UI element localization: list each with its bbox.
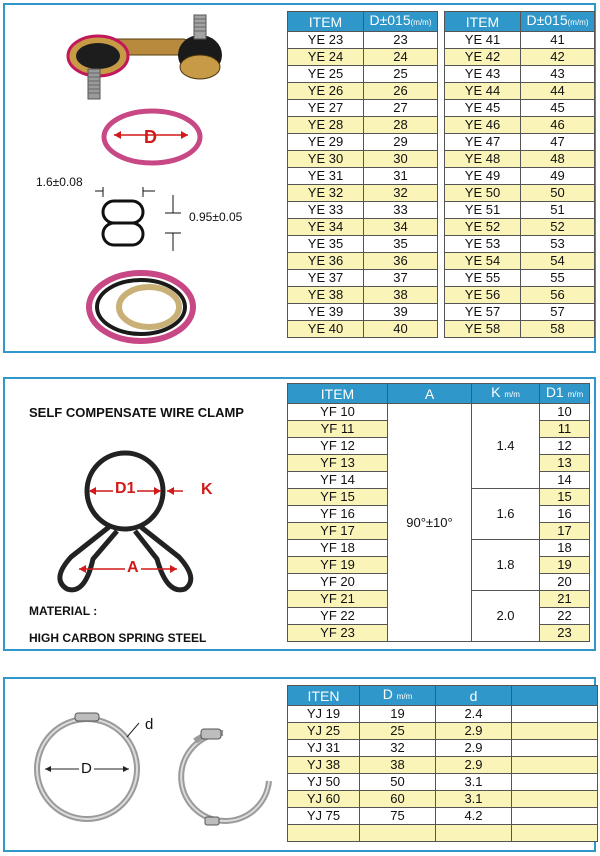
table-row <box>445 321 595 338</box>
diameter-cell: 35 <box>364 236 438 253</box>
diameter-cell: 45 <box>521 100 595 117</box>
d1-cell: 14 <box>540 472 590 489</box>
diameter-cell: 39 <box>364 304 438 321</box>
table-row <box>445 100 595 117</box>
yf-header-k: K m/m <box>472 384 540 404</box>
yf-panel <box>3 377 596 651</box>
k-group-cell: 1.6 <box>472 489 540 540</box>
item-code-cell: YE 45 <box>445 100 521 117</box>
wire-diameter-cell: 2.4 <box>436 706 512 723</box>
item-code-cell: YE 58 <box>445 321 521 338</box>
table-row <box>288 83 438 100</box>
item-code-cell: YE 30 <box>288 151 364 168</box>
diameter-cell: 27 <box>364 100 438 117</box>
d1-cell: 20 <box>540 574 590 591</box>
d1-cell: 11 <box>540 421 590 438</box>
table-row <box>445 219 595 236</box>
table-row <box>288 32 438 49</box>
item-code-cell: YF 23 <box>288 625 388 642</box>
table-row <box>288 304 438 321</box>
item-code-cell: YE 28 <box>288 117 364 134</box>
diameter-cell: 55 <box>521 270 595 287</box>
item-code-cell: YE 50 <box>445 185 521 202</box>
yf-table <box>287 383 590 642</box>
item-code-cell: YE 26 <box>288 83 364 100</box>
ye-right-header-d: D±015(m/m) <box>521 12 595 32</box>
item-code-cell: YE 51 <box>445 202 521 219</box>
blank-cell <box>512 791 598 808</box>
item-code-cell: YF 14 <box>288 472 388 489</box>
item-code-cell: YJ 75 <box>288 808 360 825</box>
diameter-cell: 30 <box>364 151 438 168</box>
table-row <box>445 134 595 151</box>
material-label: MATERIAL : <box>29 604 98 618</box>
diameter-cell: 37 <box>364 270 438 287</box>
d1-cell: 23 <box>540 625 590 642</box>
item-code-cell: YE 33 <box>288 202 364 219</box>
diameter-cell: 57 <box>521 304 595 321</box>
table-row <box>288 723 598 740</box>
clamp-a-label: A <box>127 559 139 576</box>
d1-cell: 22 <box>540 608 590 625</box>
table-row <box>445 304 595 321</box>
table-row <box>288 49 438 66</box>
item-code-cell: YJ 60 <box>288 791 360 808</box>
diameter-cell: 32 <box>360 740 436 757</box>
item-code-cell: YE 44 <box>445 83 521 100</box>
item-code-cell: YE 54 <box>445 253 521 270</box>
item-code-cell: YE 48 <box>445 151 521 168</box>
table-row <box>445 66 595 83</box>
table-row <box>445 168 595 185</box>
diameter-cell: 43 <box>521 66 595 83</box>
wire-diameter-cell: 2.9 <box>436 723 512 740</box>
ye-table-left <box>287 11 438 338</box>
d1-cell: 15 <box>540 489 590 506</box>
diameter-cell: 33 <box>364 202 438 219</box>
diameter-cell: 53 <box>521 236 595 253</box>
material-value: HIGH CARBON SPRING STEEL <box>29 631 207 645</box>
item-code-cell: YJ 19 <box>288 706 360 723</box>
item-code-cell: YE 36 <box>288 253 364 270</box>
binder-ring-big-d-label: D <box>81 760 92 777</box>
item-code-cell: YE 56 <box>445 287 521 304</box>
table-row <box>445 270 595 287</box>
table-row <box>445 185 595 202</box>
blank-cell <box>512 774 598 791</box>
blank-cell <box>512 825 598 842</box>
binder-ring-small-d-label: d <box>145 716 154 733</box>
item-code-cell: YE 57 <box>445 304 521 321</box>
diameter-cell: 47 <box>521 134 595 151</box>
yf-header-item: ITEM <box>288 384 388 404</box>
d1-cell: 17 <box>540 523 590 540</box>
table-row <box>445 117 595 134</box>
item-code-cell: YE 52 <box>445 219 521 236</box>
diameter-cell: 38 <box>360 757 436 774</box>
diameter-cell: 60 <box>360 791 436 808</box>
ring-set-illustration <box>85 267 200 347</box>
item-code-cell: YE 55 <box>445 270 521 287</box>
d1-cell: 21 <box>540 591 590 608</box>
table-row <box>445 202 595 219</box>
table-row <box>288 825 598 842</box>
diameter-cell: 19 <box>360 706 436 723</box>
item-code-cell: YE 42 <box>445 49 521 66</box>
stabilizer-link-illustration <box>60 11 235 106</box>
item-code-cell: YE 32 <box>288 185 364 202</box>
diameter-cell: 25 <box>364 66 438 83</box>
item-code-cell: YF 15 <box>288 489 388 506</box>
angle-cell: 90°±10° <box>388 404 472 642</box>
diameter-cell: 50 <box>360 774 436 791</box>
item-code-cell: YE 29 <box>288 134 364 151</box>
diameter-cell: 40 <box>364 321 438 338</box>
ye-table-right <box>444 11 595 338</box>
table-row <box>288 774 598 791</box>
wire-diameter-cell <box>436 825 512 842</box>
diameter-cell: 29 <box>364 134 438 151</box>
item-code-cell: YJ 25 <box>288 723 360 740</box>
table-row <box>288 791 598 808</box>
diameter-cell: 25 <box>360 723 436 740</box>
item-code-cell: YE 43 <box>445 66 521 83</box>
table-row <box>288 706 598 723</box>
item-code-cell: YF 12 <box>288 438 388 455</box>
d1-cell: 12 <box>540 438 590 455</box>
table-row <box>288 270 438 287</box>
item-code-cell: YE 25 <box>288 66 364 83</box>
table-row <box>288 404 590 421</box>
item-code-cell: YE 23 <box>288 32 364 49</box>
item-code-cell: YE 31 <box>288 168 364 185</box>
diameter-cell: 36 <box>364 253 438 270</box>
d1-cell: 18 <box>540 540 590 557</box>
diameter-cell: 50 <box>521 185 595 202</box>
k-group-cell: 2.0 <box>472 591 540 642</box>
table-row <box>445 32 595 49</box>
blank-cell <box>512 706 598 723</box>
item-code-cell: YE 37 <box>288 270 364 287</box>
diameter-cell: 48 <box>521 151 595 168</box>
table-row <box>288 253 438 270</box>
diameter-cell: 31 <box>364 168 438 185</box>
table-row <box>445 287 595 304</box>
clamp-d1-label: D1 <box>115 480 136 497</box>
item-code-cell: YE 53 <box>445 236 521 253</box>
blank-cell <box>512 723 598 740</box>
item-code-cell: YE 39 <box>288 304 364 321</box>
item-code-cell: YE 40 <box>288 321 364 338</box>
yj-header-blank <box>512 686 598 706</box>
table-row <box>445 49 595 66</box>
table-row <box>288 287 438 304</box>
binder-ring-open-illustration <box>165 719 285 839</box>
table-row <box>288 168 438 185</box>
item-code-cell: YF 10 <box>288 404 388 421</box>
item-code-cell: YE 47 <box>445 134 521 151</box>
yj-panel <box>3 677 596 852</box>
yf-section-title: SELF COMPENSATE WIRE CLAMP <box>29 405 244 420</box>
item-code-cell: YF 19 <box>288 557 388 574</box>
wire-diameter-cell: 2.9 <box>436 757 512 774</box>
diameter-cell: 46 <box>521 117 595 134</box>
blank-cell <box>512 740 598 757</box>
d1-cell: 16 <box>540 506 590 523</box>
diameter-cell: 49 <box>521 168 595 185</box>
item-code-cell: YE 41 <box>445 32 521 49</box>
item-code-cell: YJ 38 <box>288 757 360 774</box>
ye-left-header-d: D±015(m/m) <box>364 12 438 32</box>
item-code-cell: YE 35 <box>288 236 364 253</box>
clamp-k-label: K <box>201 481 213 498</box>
item-code-cell: YF 16 <box>288 506 388 523</box>
diameter-cell: 44 <box>521 83 595 100</box>
item-code-cell: YE 27 <box>288 100 364 117</box>
ye-right-header-item: ITEM <box>445 12 521 32</box>
diameter-cell: 26 <box>364 83 438 100</box>
diameter-cell: 75 <box>360 808 436 825</box>
item-code-cell: YE 46 <box>445 117 521 134</box>
yf-header-d1: D1 m/m <box>540 384 590 404</box>
table-row <box>288 151 438 168</box>
item-code-cell: YF 17 <box>288 523 388 540</box>
table-row <box>288 117 438 134</box>
wire-diameter-cell: 2.9 <box>436 740 512 757</box>
diameter-cell: 52 <box>521 219 595 236</box>
diameter-cell: 42 <box>521 49 595 66</box>
table-row <box>288 134 438 151</box>
table-row <box>288 66 438 83</box>
item-code-cell: YF 18 <box>288 540 388 557</box>
diameter-cell <box>360 825 436 842</box>
item-code-cell: YF 11 <box>288 421 388 438</box>
item-code-cell: YF 13 <box>288 455 388 472</box>
k-group-cell: 1.8 <box>472 540 540 591</box>
item-code-cell: YF 22 <box>288 608 388 625</box>
d1-cell: 10 <box>540 404 590 421</box>
item-code-cell: YJ 50 <box>288 774 360 791</box>
blank-cell <box>512 808 598 825</box>
table-row <box>288 236 438 253</box>
table-row <box>288 808 598 825</box>
item-code-cell: YE 34 <box>288 219 364 236</box>
yj-header-item: ITEN <box>288 686 360 706</box>
table-row <box>445 236 595 253</box>
cross-section-height-label: 0.95±0.05 <box>189 210 243 224</box>
diameter-cell: 32 <box>364 185 438 202</box>
item-code-cell: YF 21 <box>288 591 388 608</box>
d1-cell: 19 <box>540 557 590 574</box>
d1-cell: 13 <box>540 455 590 472</box>
diameter-cell: 28 <box>364 117 438 134</box>
diameter-cell: 56 <box>521 287 595 304</box>
table-row <box>445 253 595 270</box>
ye-left-header-item: ITEM <box>288 12 364 32</box>
blank-cell <box>512 757 598 774</box>
item-code-cell: YE 38 <box>288 287 364 304</box>
item-code-cell: YF 20 <box>288 574 388 591</box>
diameter-cell: 58 <box>521 321 595 338</box>
item-code-cell: YJ 31 <box>288 740 360 757</box>
cross-section-width-label: 1.6±0.08 <box>36 175 83 189</box>
item-code-cell <box>288 825 360 842</box>
table-row <box>288 740 598 757</box>
diameter-cell: 34 <box>364 219 438 236</box>
k-group-cell: 1.4 <box>472 404 540 489</box>
table-row <box>288 100 438 117</box>
table-row <box>288 202 438 219</box>
wire-diameter-cell: 3.1 <box>436 791 512 808</box>
diameter-cell: 23 <box>364 32 438 49</box>
table-row <box>445 151 595 168</box>
table-row <box>288 321 438 338</box>
ye-panel <box>3 3 596 353</box>
item-code-cell: YE 24 <box>288 49 364 66</box>
ring-d-label: D <box>144 127 157 147</box>
yj-header-small-d: d <box>436 686 512 706</box>
diameter-cell: 41 <box>521 32 595 49</box>
table-row <box>288 219 438 236</box>
yj-table <box>287 685 598 842</box>
table-row <box>445 83 595 100</box>
diameter-cell: 38 <box>364 287 438 304</box>
yf-header-a: A <box>388 384 472 404</box>
yj-header-d: D m/m <box>360 686 436 706</box>
diameter-cell: 24 <box>364 49 438 66</box>
diameter-cell: 54 <box>521 253 595 270</box>
cross-section-diagram <box>95 183 195 263</box>
item-code-cell: YE 49 <box>445 168 521 185</box>
wire-diameter-cell: 3.1 <box>436 774 512 791</box>
table-row <box>288 757 598 774</box>
table-row <box>288 185 438 202</box>
diameter-cell: 51 <box>521 202 595 219</box>
wire-diameter-cell: 4.2 <box>436 808 512 825</box>
